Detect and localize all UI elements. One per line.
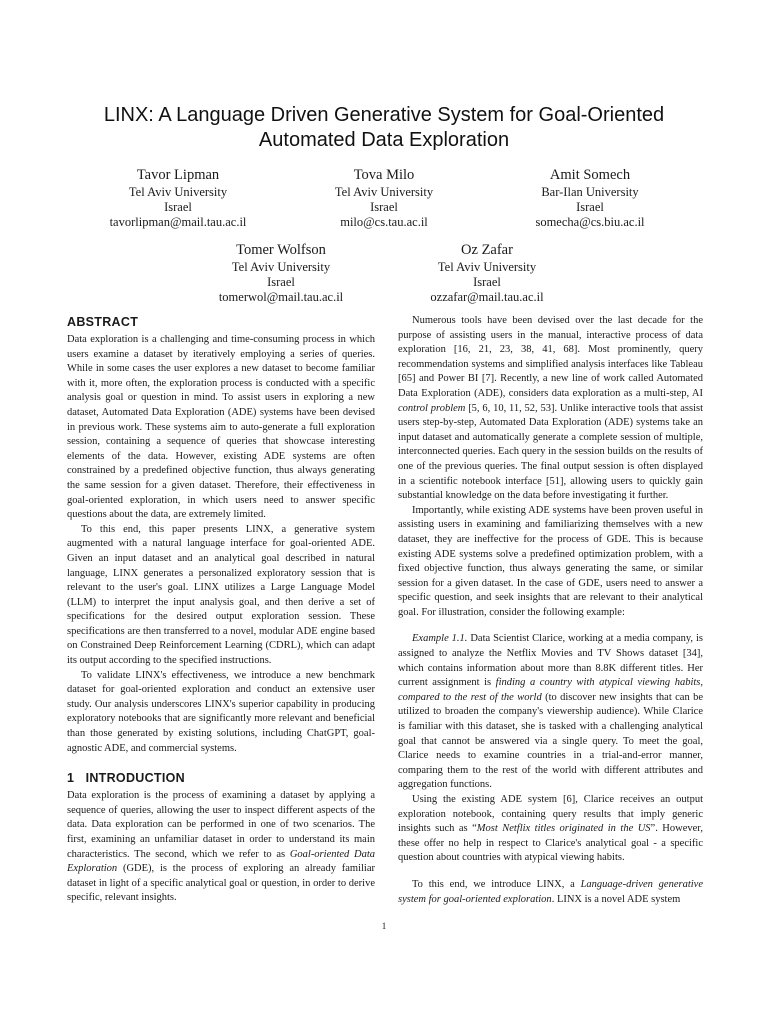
text-run: To this end, we introduce LINX, a — [412, 878, 581, 890]
abstract-paragraph: To this end, this paper presents LINX, a generative system augmented with a natural language interface for goal-oriented ADE. Given an input dataset and an analytical goal described in natural language, LINX generates a personalized exploratory session that is relevant to the user's goal. LINX utilizes a Large Language Model (LLM) to interpret the input analysis goal, and then derive a set of specifications for the desired output exploration session. These specifications are then transferred to a novel, modular ADE engine based on Constrained Deep Reinforcement Learning (CDRL), which can adapt its output according to the specified instructions. — [67, 523, 375, 667]
author-name: Oz Zafar — [461, 242, 513, 258]
author-name: Amit Somech — [549, 167, 631, 183]
author-block-3 — [470, 166, 710, 230]
term-emphasis: Goal-oriented Data Exploration — [67, 848, 375, 875]
author-name: Tavor Lipman — [136, 167, 220, 183]
title-line-2: Automated Data Exploration — [258, 129, 510, 151]
example-label: Example 1.1. — [412, 633, 468, 645]
author-country: Israel — [473, 275, 501, 289]
term-emphasis: Language-driven generative system for goal-oriented exploration — [398, 878, 703, 905]
author-block-1 — [58, 166, 298, 230]
author-block-4 — [161, 241, 401, 305]
body-paragraph — [398, 793, 703, 866]
author-affiliation: Bar-Ilan University — [541, 185, 639, 199]
term-emphasis: control problem — [398, 402, 466, 414]
author-country: Israel — [576, 200, 604, 214]
author-email[interactable]: milo@cs.tau.ac.il — [340, 215, 428, 229]
body-paragraph — [398, 314, 703, 504]
quote-emphasis: Most Netflix titles originated in the US — [476, 823, 651, 835]
author-affiliation: Tel Aviv University — [334, 185, 434, 199]
example-paragraph — [398, 632, 703, 793]
author-country: Israel — [370, 200, 398, 214]
author-country: Israel — [267, 275, 295, 289]
author-name: Tomer Wolfson — [236, 242, 326, 258]
paper-title — [40, 103, 728, 153]
author-email[interactable]: somecha@cs.biu.ac.il — [535, 215, 645, 229]
author-country: Israel — [164, 200, 192, 214]
author-email[interactable]: ozzafar@mail.tau.ac.il — [430, 290, 544, 304]
author-block-2 — [264, 166, 504, 230]
text-run: (GDE), is the process of exploring an already familiar dataset in light of a specific analytical goal or question, in order to derive specific, relevant insights. — [67, 863, 375, 904]
author-affiliation: Tel Aviv University — [231, 260, 331, 274]
author-name: Tova Milo — [353, 167, 415, 183]
author-email[interactable]: tavorlipman@mail.tau.ac.il — [109, 215, 247, 229]
intro-paragraph — [67, 789, 375, 906]
text-run: (to discover new insights that can be utilized to broaden the company's viewership audience). While Clarice is familiar with this dataset, she is tasked with a challenging analytical goal that cannot be answered via a single query. To meet the goal, Clarice needs to examine countries in a trial-and-error manner, comparing them to the rest of the world with different attributes and aggregation functions. — [398, 691, 703, 791]
text-run: Using the existing ADE system [6], Clarice receives an output exploration notebook, containing query results that imply generic insights such as “ — [398, 794, 703, 835]
term-emphasis: finding a country with atypical viewing habits, compared to the rest of the world — [398, 677, 703, 703]
body-paragraph — [398, 878, 703, 907]
title-line-1: LINX: A Language Driven Generative System for Goal-Oriented — [103, 104, 665, 126]
author-affiliation: Tel Aviv University — [437, 260, 537, 274]
abstract-heading: ABSTRACT — [67, 315, 139, 329]
right-column — [398, 314, 703, 907]
text-run: Numerous tools have been devised over the last decade for the purpose of assisting users in the manual, interactive process of data exploration [16, 21, 23, 38, 41, 68]. Most prominently, query recommendation systems and simplified analysis interfaces like Tableau [65] and Power BI [7]. Recently, a new line of work called Automated Data Exploration (ADE), considers data exploration as a multi-step, AI — [398, 315, 703, 399]
text-run: ”. However, these offer no help in respect to Clarice's analytical goal - a specific question about countries with atypical viewing habits. — [398, 823, 703, 864]
author-block-5 — [367, 241, 607, 305]
page-number: 1 — [381, 921, 387, 931]
left-column — [67, 314, 375, 906]
text-run: . LINX is a novel ADE system — [551, 893, 681, 905]
abstract-paragraph: To validate LINX's effectiveness, we introduce a new benchmark dataset for goal-oriented exploration and conduct an extensive user study. Our analysis underscores LINX's superior capability in producing exploratory notebooks that are significantly more relevant and beneficial than those generated by existing solutions, including ChatGPT, goal-agnostic ADE, and commercial systems. — [67, 669, 375, 754]
author-affiliation: Tel Aviv University — [128, 185, 228, 199]
abstract-paragraph: Data exploration is a challenging and time-consuming process in which users examine a dataset by iteratively employing a series of queries. While in some cases the user explores a new dataset to become familiar with it, more often, the exploration process is conducted with a specific analysis goal or question in mind. To assist users in exploring a new dataset, Automated Data Exploration (ADE) systems have been devised in previous work. These systems aim to auto-generate a full exploration session, containing a sequence of queries that showcase interesting elements of the data. However, existing ADE systems are often constrained by a predefined objective function, thus always generating the same session for a given dataset. Therefore, their effectiveness in goal-oriented exploration, in which users need to answer specific questions about the data, are extremely limited. — [67, 334, 375, 521]
text-run: Data Scientist Clarice, working at a media company, is assigned to analyze the Netflix Movies and TV Shows dataset [34], which contains information about more than 8.8K different titles. Her current assignment is — [398, 633, 703, 689]
section-heading-introduction: 1 INTRODUCTION — [67, 771, 185, 786]
text-run: [5, 6, 10, 11, 52, 53]. Unlike interactive tools that assist users step-by-step, Automated Data Exploration (ADE) systems take an input dataset and automatically generate a complete session of multiple, interconnected queries. Each query in the session builds on the results of one of the previous queries. The final output session is often displayed in a scientific notebook interface [51], allowing users to quickly gain substantial knowledge on the data before investigating it further. — [398, 402, 704, 502]
body-paragraph: Importantly, while existing ADE systems have been proven useful in assisting users in examining and familiarizing themselves with a new dataset, they are ineffective for the process of GDE. This is because existing ADE systems solve a predefined optimization problem, with a fixed objective function, thus always generating the same, or similar session for a given dataset. In the case of GDE, users need to answer a specific question, and seek insights that are relevant to their analytical goal. For illustration, consider the following example: — [398, 504, 703, 618]
author-email[interactable]: tomerwol@mail.tau.ac.il — [218, 290, 344, 304]
text-run: Data exploration is the process of examining a dataset by applying a sequence of queries, allowing the user to inspect different aspects of the data. Data exploration can be performed in one of two scenarios. The first, examining an unfamiliar dataset in order to understand its main characteristics. The second, which we refer to as — [67, 790, 375, 860]
